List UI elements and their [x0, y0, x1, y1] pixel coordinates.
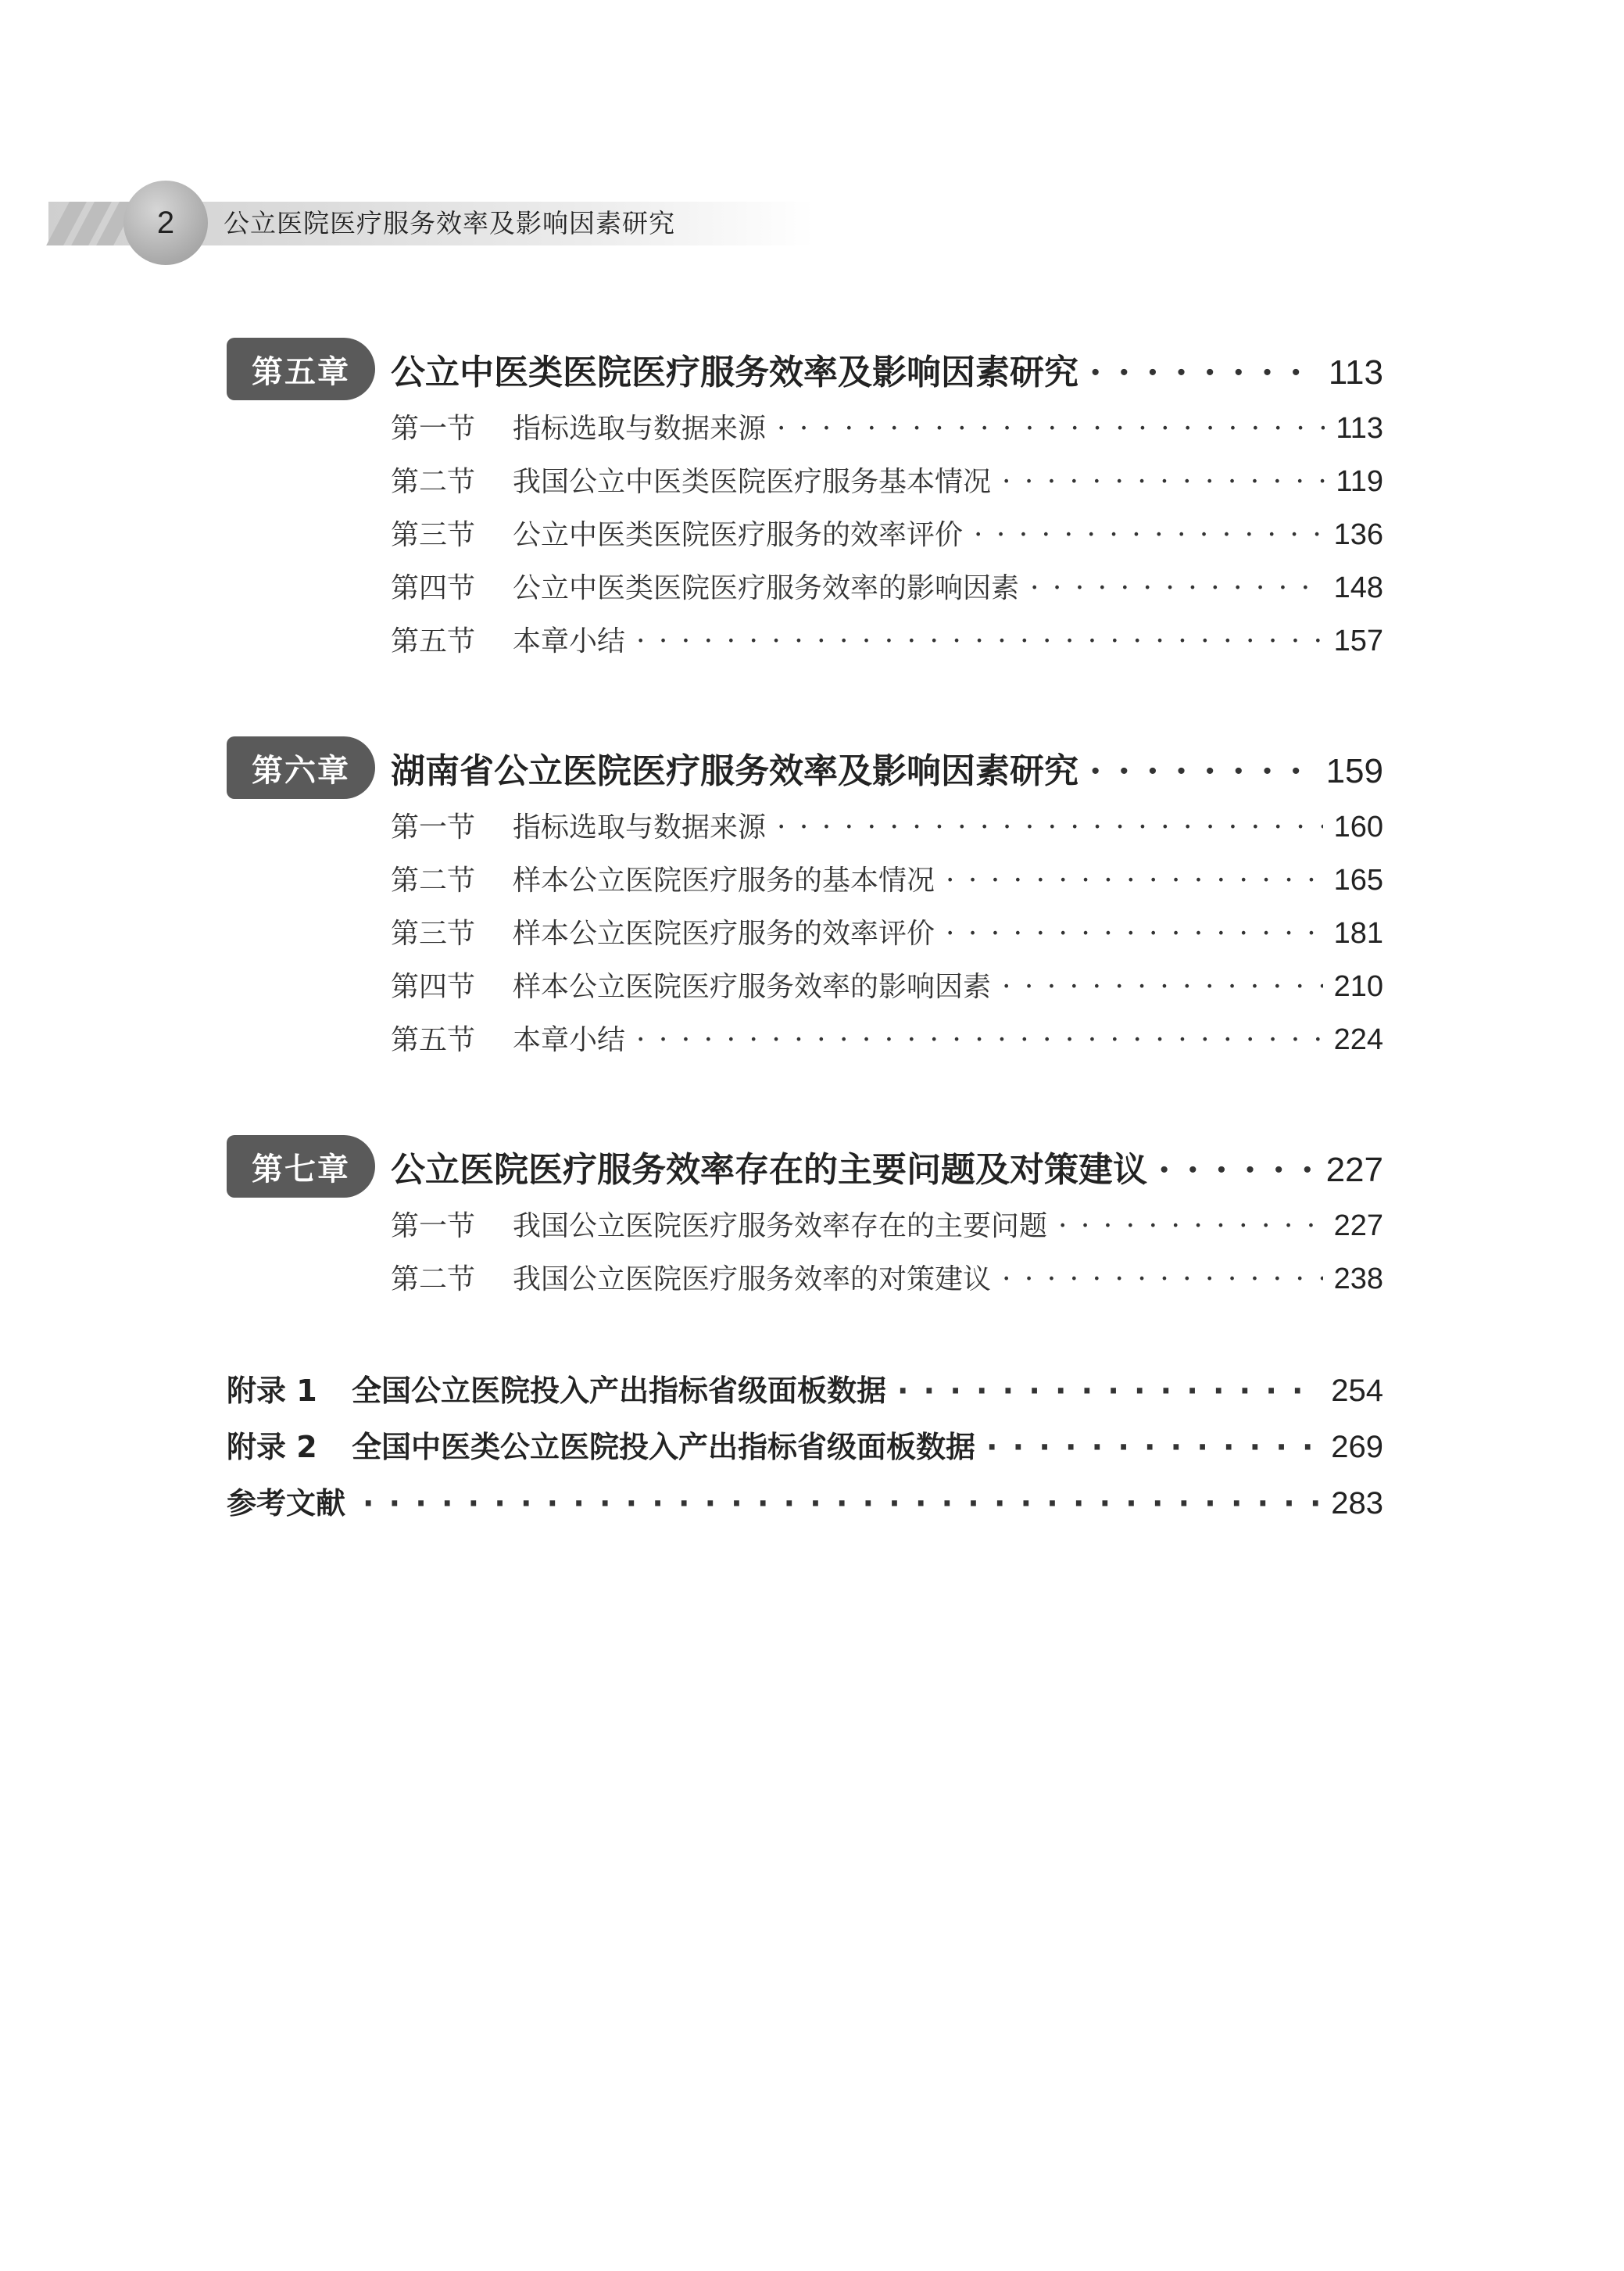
- page-number: 2: [123, 181, 208, 265]
- section-row[interactable]: [391, 619, 1383, 664]
- leader-dots: [1089, 751, 1315, 791]
- section-title: 公立中医类医院医疗服务效率的影响因素: [513, 572, 1020, 604]
- section-number: 第五节: [391, 625, 476, 657]
- section-number: 第三节: [391, 519, 476, 551]
- leader-dots: [1058, 1210, 1323, 1242]
- section-title: 本章小结: [513, 1024, 626, 1056]
- section-row[interactable]: [391, 912, 1383, 957]
- section-page: 224: [1333, 1023, 1383, 1056]
- section-page: 136: [1333, 518, 1383, 551]
- chapter-title: 湖南省公立医院医疗服务效率及影响因素研究: [391, 751, 1078, 791]
- section-title: 本章小结: [513, 625, 626, 657]
- running-header: [0, 178, 828, 272]
- leader-dots: [897, 1374, 1320, 1408]
- section-title: 指标选取与数据来源: [513, 413, 767, 445]
- section-title: 样本公立医院医疗服务效率的影响因素: [513, 971, 992, 1003]
- section-title: 公立中医类医院医疗服务的效率评价: [513, 519, 964, 551]
- chapter-title: 公立医院医疗服务效率存在的主要问题及对策建议: [391, 1150, 1147, 1190]
- section-row[interactable]: [391, 513, 1383, 558]
- section-row[interactable]: [391, 965, 1383, 1010]
- section-row[interactable]: [391, 1204, 1383, 1249]
- leader-dots: [986, 1430, 1320, 1464]
- section-title: 我国公立中医类医院医疗服务基本情况: [513, 466, 992, 498]
- leader-dots: [1002, 1263, 1323, 1295]
- appendix-page: 254: [1331, 1374, 1383, 1408]
- section-row[interactable]: [391, 407, 1383, 452]
- leader-dots: [1002, 971, 1323, 1003]
- section-number: 第二节: [391, 466, 476, 498]
- appendix-title: 全国公立医院投入产出指标省级面板数据: [352, 1374, 887, 1408]
- section-title: 指标选取与数据来源: [513, 811, 767, 844]
- leader-dots: [777, 811, 1323, 844]
- leader-dots: [1158, 1150, 1315, 1190]
- chapter-title-row[interactable]: [391, 344, 1383, 400]
- section-page: 148: [1333, 571, 1383, 604]
- section-number: 第二节: [391, 865, 476, 897]
- leader-dots: [777, 413, 1325, 445]
- section-title: 样本公立医院医疗服务的基本情况: [513, 865, 935, 897]
- appendix-page: 269: [1331, 1430, 1383, 1464]
- chapter-title-row[interactable]: [391, 743, 1383, 799]
- leader-dots: [1089, 353, 1318, 392]
- chapter-badge: 第六章: [227, 736, 375, 799]
- section-page: 227: [1333, 1209, 1383, 1242]
- section-page: 157: [1333, 625, 1383, 657]
- section-number: 第四节: [391, 971, 476, 1003]
- references-label: 参考文献: [227, 1486, 346, 1521]
- section-page: 181: [1333, 917, 1383, 950]
- section-number: 第四节: [391, 572, 476, 604]
- chapter-page: 159: [1325, 752, 1383, 790]
- section-page: 113: [1336, 412, 1383, 445]
- appendix-number: 附录 1: [227, 1374, 317, 1408]
- leader-dots: [974, 519, 1323, 551]
- section-number: 第一节: [391, 811, 476, 844]
- chapter-page: 227: [1325, 1151, 1383, 1189]
- section-number: 第一节: [391, 413, 476, 445]
- appendix-number: 附录 2: [227, 1430, 317, 1464]
- leader-dots: [636, 625, 1323, 657]
- section-page: 119: [1336, 465, 1383, 498]
- references[interactable]: [227, 1479, 1383, 1529]
- section-page: 160: [1333, 811, 1383, 844]
- appendix-title: 全国中医类公立医院投入产出指标省级面板数据: [352, 1430, 976, 1464]
- section-row[interactable]: [391, 858, 1383, 904]
- chapter-badge: 第五章: [227, 338, 375, 400]
- book-title: 公立医院医疗服务效率及影响因素研究: [224, 208, 675, 238]
- section-page: 238: [1333, 1263, 1383, 1295]
- references-page: 283: [1331, 1486, 1383, 1521]
- leader-dots: [946, 918, 1323, 950]
- appendix-1[interactable]: [227, 1367, 1383, 1417]
- section-row[interactable]: [391, 460, 1383, 505]
- chapter-badge: 第七章: [227, 1135, 375, 1198]
- section-row[interactable]: [391, 805, 1383, 851]
- section-page: 165: [1333, 864, 1383, 897]
- leader-dots: [636, 1024, 1323, 1056]
- section-number: 第三节: [391, 918, 476, 950]
- section-row[interactable]: [391, 566, 1383, 611]
- section-title: 样本公立医院医疗服务的效率评价: [513, 918, 935, 950]
- appendix-2[interactable]: [227, 1423, 1383, 1473]
- leader-dots: [946, 865, 1323, 897]
- section-title: 我国公立医院医疗服务效率存在的主要问题: [513, 1210, 1048, 1242]
- chapter-title-row[interactable]: [391, 1141, 1383, 1198]
- section-number: 第五节: [391, 1024, 476, 1056]
- section-page: 210: [1333, 970, 1383, 1003]
- section-number: 第二节: [391, 1263, 476, 1295]
- chapter-title: 公立中医类医院医疗服务效率及影响因素研究: [391, 353, 1078, 392]
- leader-dots: [1002, 466, 1325, 498]
- section-row[interactable]: [391, 1018, 1383, 1063]
- leader-dots: [363, 1486, 1320, 1521]
- section-row[interactable]: [391, 1257, 1383, 1302]
- section-number: 第一节: [391, 1210, 476, 1242]
- section-title: 我国公立医院医疗服务效率的对策建议: [513, 1263, 992, 1295]
- leader-dots: [1030, 572, 1323, 604]
- chapter-page: 113: [1328, 353, 1383, 392]
